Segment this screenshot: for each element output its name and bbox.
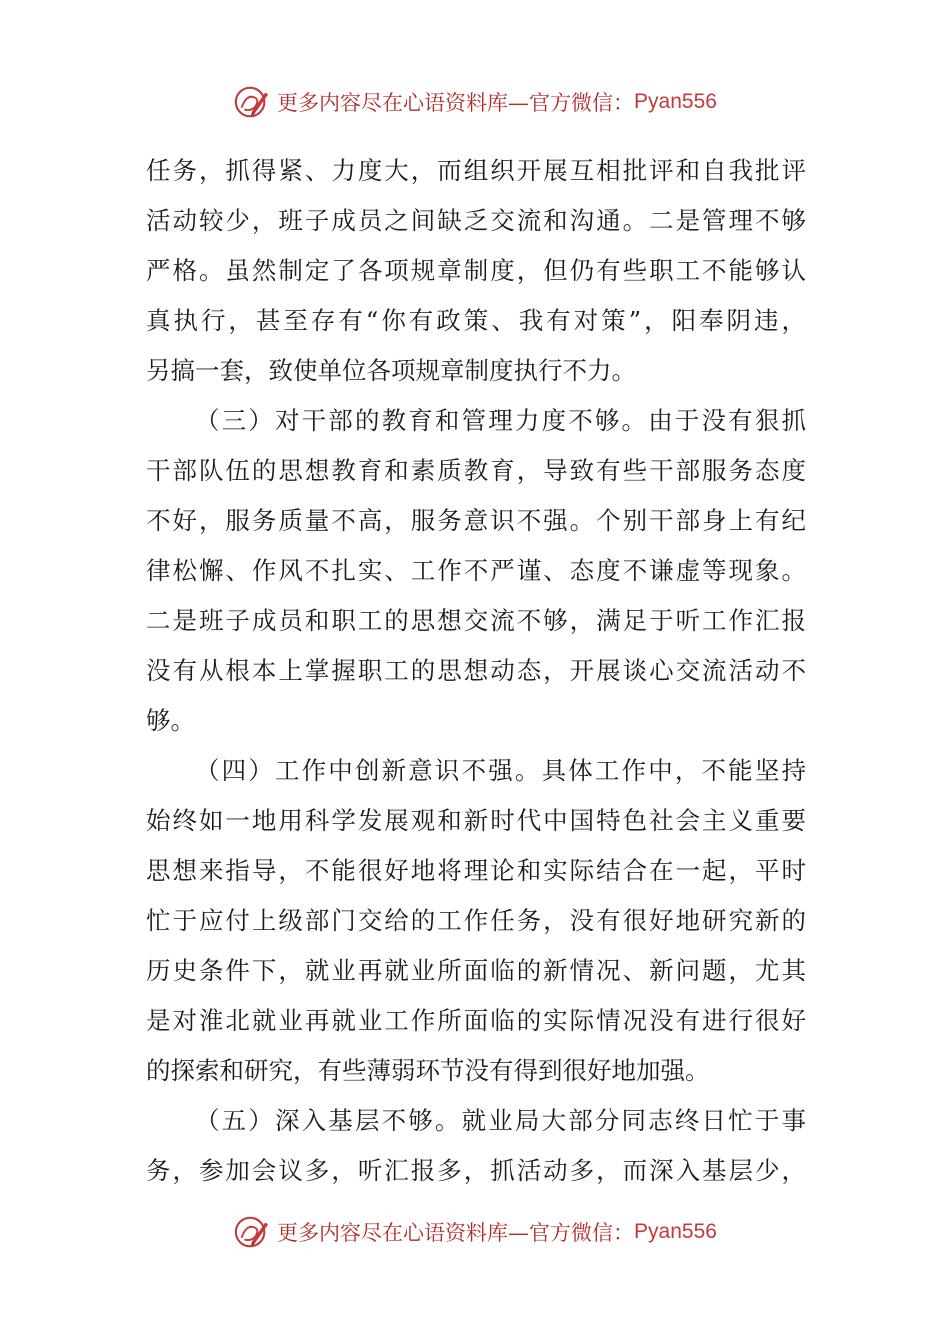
text-line: 真执行，甚至存有“你有政策、我有对策”，阳奉阴违， bbox=[146, 306, 806, 335]
watermark-footer bbox=[0, 1212, 950, 1252]
pen-seal-logo-icon bbox=[233, 1213, 271, 1251]
text-line: 干部队伍的思想教育和素质教育，导致有些干部服务态度 bbox=[146, 456, 806, 485]
text-line: 二是班子成员和职工的思想交流不够，满足于听工作汇报 bbox=[146, 606, 806, 635]
text-line: 律松懈、作风不扎实、工作不严谨、态度不谦虚等现象。 bbox=[146, 556, 806, 585]
paragraph-heading-line: （五）深入基层不够。就业局大部分同志终日忙于事 bbox=[195, 1106, 806, 1135]
paragraph-heading-line: （四）工作中创新意识不强。具体工作中，不能坚持 bbox=[195, 756, 806, 785]
text-line: 的探索和研究，有些薄弱环节没有得到很好地加强。 bbox=[146, 1056, 710, 1085]
watermark-text: 更多内容尽在心语资料库—官方微信： bbox=[277, 1221, 635, 1245]
text-line: 是对淮北就业再就业工作所面临的实际情况没有进行很好 bbox=[146, 1006, 806, 1035]
text-line: 够。 bbox=[146, 706, 195, 735]
text-line: 思想来指导，不能很好地将理论和实际结合在一起，平时 bbox=[146, 856, 806, 885]
watermark-handle: Pyan556 bbox=[634, 90, 717, 113]
text-line: 活动较少，班子成员之间缺乏交流和沟通。二是管理不够 bbox=[146, 206, 806, 235]
text-line: 严格。虽然制定了各项规章制度，但仍有些职工不能够认 bbox=[146, 256, 806, 285]
pen-seal-logo-icon bbox=[233, 83, 271, 121]
text-line: 没有从根本上掌握职工的思想动态，开展谈心交流活动不 bbox=[146, 656, 806, 685]
text-line: 另搞一套，致使单位各项规章制度执行不力。 bbox=[146, 356, 636, 385]
watermark-header bbox=[0, 82, 950, 122]
text-line: 务，参加会议多，听汇报多，抓活动多，而深入基层少， bbox=[146, 1156, 806, 1185]
document-body bbox=[146, 146, 806, 1196]
text-line: 不好，服务质量不高，服务意识不强。个别干部身上有纪 bbox=[146, 506, 806, 535]
text-line: 忙于应付上级部门交给的工作任务，没有很好地研究新的 bbox=[146, 906, 806, 935]
paragraph-heading-line: （三）对干部的教育和管理力度不够。由于没有狠抓 bbox=[195, 406, 806, 435]
text-line: 任务，抓得紧、力度大，而组织开展互相批评和自我批评 bbox=[146, 156, 806, 185]
watermark-text: 更多内容尽在心语资料库—官方微信： bbox=[277, 91, 635, 115]
watermark-handle: Pyan556 bbox=[634, 1220, 717, 1243]
text-line: 始终如一地用科学发展观和新时代中国特色社会主义重要 bbox=[146, 806, 806, 835]
text-line: 历史条件下，就业再就业所面临的新情况、新问题，尤其 bbox=[146, 956, 806, 985]
